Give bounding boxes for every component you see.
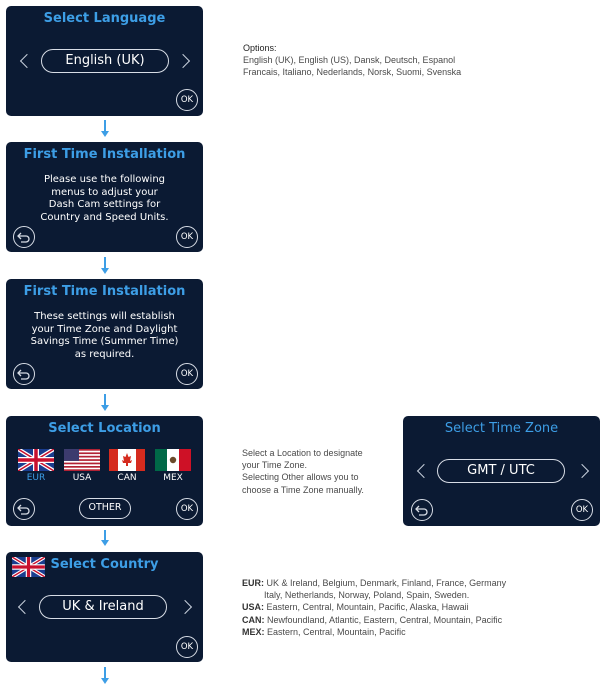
chevron-left-icon[interactable] [20,54,34,68]
first-time-installation-screen [6,142,203,252]
flow-arrow [104,120,106,133]
options-note: Options: English (UK), English (US), Dansk, Deutsch, Espanol Francais, Italiano, Nederlands, Norsk, Suomi, Svenska [243,43,462,78]
location-note: Select a Location to designate your Time Zone. Selecting Other allows you to choose a Time Zone manually. [242,448,364,495]
options-heading: Options: [243,43,277,53]
flow-arrow [104,394,106,407]
select-time-zone-screen [403,416,600,526]
ok-button[interactable]: OK [176,89,198,111]
select-location-screen [6,416,203,526]
screen-title: Select Country [50,557,159,572]
chevron-right-icon[interactable] [176,54,190,68]
ok-button[interactable]: OK [176,226,198,248]
flag-can-icon[interactable] [109,449,145,471]
chevron-left-icon[interactable] [18,600,32,614]
flag-label-can: CAN [117,473,137,483]
country-note: EUR: UK & Ireland, Belgium, Denmark, Finland, France, Germany Italy, Netherlands, Norway, Poland, Spain, Sweden. USA: Eastern, Central, Mountain, Pacific, Alaska, Hawaii CAN: Newfoundland, Atlantic, Eastern, Central, Mountain, Pacific MEX: Eastern, Central, Mountain, Pacific [242,578,507,637]
back-icon[interactable] [13,226,35,248]
flow-arrow [104,257,106,270]
country-value[interactable]: UK & Ireland [39,595,167,619]
screen-title: Select Time Zone [444,421,559,436]
flag-mex-icon[interactable] [155,449,191,471]
chevron-left-icon[interactable] [417,464,431,478]
ok-button[interactable]: OK [571,499,593,521]
flow-arrow [104,530,106,542]
flag-label-usa: USA [72,473,92,483]
chevron-right-icon[interactable] [575,464,589,478]
flag-usa-icon[interactable] [64,449,100,471]
chevron-right-icon[interactable] [178,600,192,614]
back-icon[interactable] [13,498,35,520]
ok-button[interactable]: OK [176,498,198,520]
flow-arrow [104,667,106,680]
select-country-screen [6,552,203,662]
language-value[interactable]: English (UK) [41,49,169,73]
screen-title: First Time Installation [23,147,186,162]
back-icon[interactable] [411,499,433,521]
instruction-text: Please use the following menus to adjust your Dash Cam settings for Country and Speed Units. [40,174,169,223]
ok-button[interactable]: OK [176,636,198,658]
first-time-installation-screen-2 [6,279,203,389]
screen-title: Select Language [43,11,166,26]
flag-eur-icon[interactable] [18,449,54,471]
other-button[interactable]: OTHER [79,498,131,519]
time-zone-value[interactable]: GMT / UTC [437,459,565,483]
select-language-screen [6,6,203,116]
ok-button[interactable]: OK [176,363,198,385]
flag-label-mex: MEX [163,473,183,483]
back-icon[interactable] [13,363,35,385]
instruction-text: These settings will establish your Time Zone and Daylight Savings Time (Summer Time) as required. [30,311,179,360]
flag-label-eur: EUR [26,473,46,483]
screen-title: First Time Installation [23,284,186,299]
screen-title: Select Location [48,421,161,436]
